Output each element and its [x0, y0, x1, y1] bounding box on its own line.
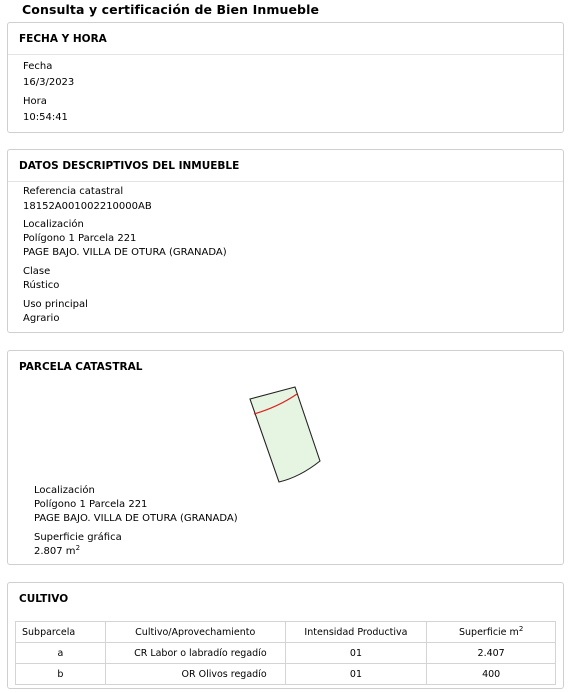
col-subparcela: Subparcela [16, 622, 106, 643]
table-header-row [16, 622, 556, 643]
cell-intensidad: 01 [285, 664, 427, 685]
cultivo-header: CULTIVO [19, 593, 69, 605]
cell-intensidad: 01 [285, 643, 427, 664]
fecha-label: Fecha [23, 61, 53, 72]
uso-label: Uso principal [23, 299, 88, 310]
cell-cultivo: CR Labor o labradío regadío [105, 643, 285, 664]
superficie-label: Superficie gráfica [34, 532, 122, 543]
fecha-field [23, 60, 74, 90]
parcel-map[interactable] [248, 385, 338, 485]
page-title: Consulta y certificación de Bien Inmueble [22, 2, 320, 17]
cell-superficie: 400 [427, 664, 556, 685]
datos-divider [8, 181, 563, 182]
referencia-value: 18152A001002210000AB [23, 201, 152, 212]
hora-label: Hora [23, 96, 47, 107]
table-row [16, 664, 556, 685]
uso-value: Agrario [23, 313, 60, 324]
cell-subparcela: a [16, 643, 106, 664]
fecha-hora-panel [7, 22, 564, 133]
cell-subparcela: b [16, 664, 106, 685]
localizacion-field [23, 218, 227, 260]
hora-field [23, 95, 68, 125]
localizacion-label: Localización [23, 219, 84, 230]
cultivo-panel [7, 582, 564, 689]
parcela-catastral-panel [7, 350, 564, 565]
clase-value: Rústico [23, 280, 60, 291]
col-superficie-label: Superficie m [459, 626, 519, 638]
parcela-header: PARCELA CATASTRAL [19, 361, 143, 373]
uso-field [23, 298, 88, 326]
superficie-value-wrap [34, 545, 122, 559]
fecha-value: 16/3/2023 [23, 77, 75, 88]
table-row [16, 643, 556, 664]
referencia-label: Referencia catastral [23, 186, 124, 197]
cultivo-table [15, 621, 556, 685]
col-superficie-sup: 2 [518, 624, 524, 633]
parcela-localizacion-label: Localización [34, 485, 95, 496]
col-superficie [427, 622, 556, 643]
parcela-localizacion-line2: PAGE BAJO. VILLA DE OTURA (GRANADA) [34, 513, 238, 524]
superficie-value: 2.807 m [34, 546, 76, 557]
clase-label: Clase [23, 266, 51, 277]
fecha-hora-header: FECHA Y HORA [19, 33, 107, 45]
hora-value: 10:54:41 [23, 112, 68, 123]
parcela-localizacion-field [34, 484, 238, 526]
cell-superficie: 2.407 [427, 643, 556, 664]
superficie-unit-sup: 2 [75, 544, 81, 552]
clase-field [23, 265, 59, 293]
referencia-field [23, 185, 152, 214]
fecha-hora-divider [8, 54, 563, 55]
datos-header: DATOS DESCRIPTIVOS DEL INMUEBLE [19, 160, 240, 172]
cell-cultivo: OR Olivos regadío [105, 664, 285, 685]
parcela-localizacion-line1: Polígono 1 Parcela 221 [34, 499, 148, 510]
col-cultivo: Cultivo/Aprovechamiento [105, 622, 285, 643]
superficie-field [34, 531, 122, 559]
col-intensidad: Intensidad Productiva [285, 622, 427, 643]
localizacion-line2: PAGE BAJO. VILLA DE OTURA (GRANADA) [23, 247, 227, 258]
localizacion-line1: Polígono 1 Parcela 221 [23, 233, 137, 244]
datos-descriptivos-panel [7, 149, 564, 333]
